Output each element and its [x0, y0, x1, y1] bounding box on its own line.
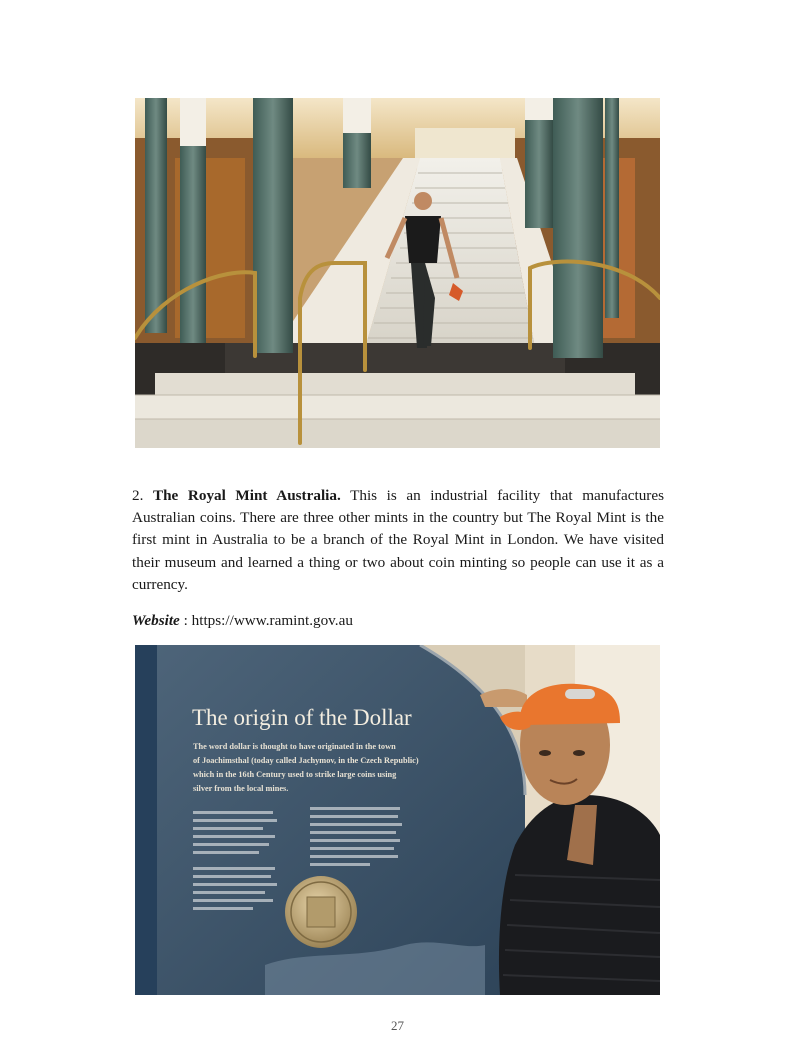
sign-intro-line-3: which in the 16th Century used to strike large coins using — [193, 770, 397, 779]
paragraph-number: 2. — [132, 487, 144, 504]
staircase-illustration — [135, 98, 660, 448]
website-line — [132, 610, 664, 632]
paragraph-body: This is an industrial facility that manufactures Australian coins. There are three other mints in the country but The Royal Mint is the first mint in Australia to be a branch of the Royal Mint in London. We have visited their museum and learned a thing or two about coin minting so people can use it as a currency. — [132, 487, 664, 593]
sign-intro-line-4: silver from the local mines. — [193, 784, 289, 793]
staircase-photo — [135, 98, 660, 448]
museum-sign-illustration — [135, 645, 660, 995]
page-number: 27 — [391, 1018, 404, 1033]
mint-description-paragraph — [132, 485, 664, 596]
sign-intro-line-2: of Joachimsthal (today called Jachymov, in the Czech Republic) — [193, 756, 419, 765]
website-separator: : — [179, 612, 192, 629]
paragraph-title: The Royal Mint Australia. — [152, 487, 341, 504]
website-label: Website — [132, 612, 180, 629]
sign-intro-line-1: The word dollar is thought to have originated in the town — [193, 742, 396, 751]
sign-title: The origin of the Dollar — [192, 705, 412, 730]
museum-sign-photo — [135, 645, 660, 995]
website-url[interactable]: https://www.ramint.gov.au — [191, 612, 353, 629]
